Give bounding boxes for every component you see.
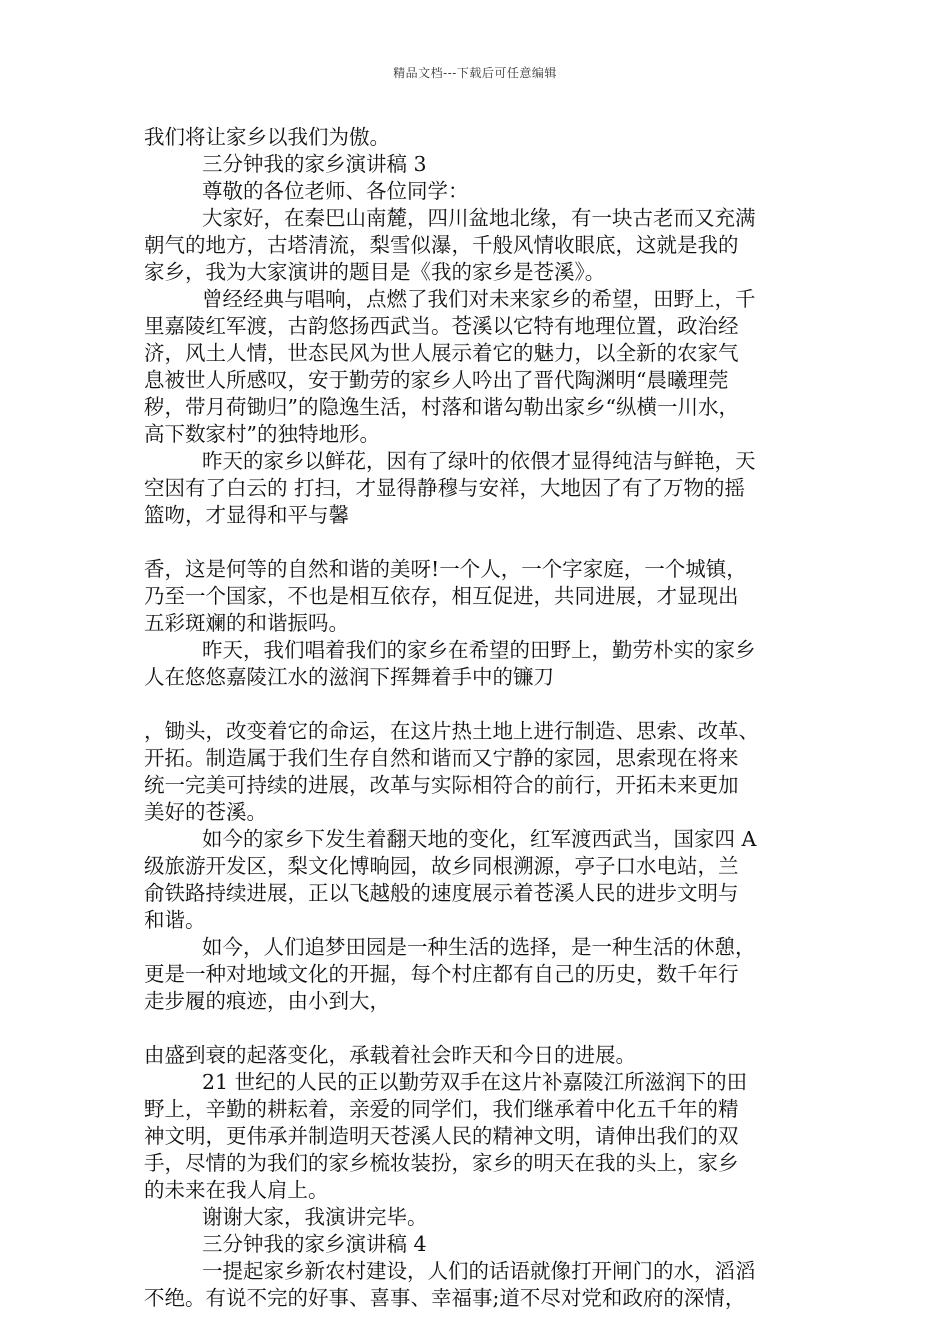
text-line: 昨天，我们唱着我们的家乡在希望的田野上，勤劳朴实的家乡: [202, 638, 756, 662]
text-line: 曾经经典与唱响，点燃了我们对未来家乡的希望，田野上，千: [202, 287, 756, 311]
section-title: 三分钟我的家乡演讲稿 4: [202, 1232, 427, 1256]
text-line: 统一完美可持续的进展，改革与实际相符合的前行，开拓未来更加: [144, 773, 739, 797]
text-line: 人在悠悠嘉陵江水的滋润下挥舞着手中的镰刀: [144, 665, 554, 689]
text-line: 济，风土人情，世态民风为世人展示着它的魅力，以全新的农家气: [144, 341, 739, 365]
text-line: 大家好，在秦巴山南麓，四川盆地北缘，有一块古老而又充满: [202, 206, 756, 230]
text-line: 篮吻，才显得和平与馨: [144, 503, 349, 527]
text-line: 由盛到衰的起落变化，承载着社会昨天和今日的进展。: [144, 1043, 636, 1067]
text-line: 的未来在我人肩上。: [144, 1178, 329, 1202]
text-line: 家乡，我为大家演讲的题目是《我的家乡是苍溪》。: [144, 260, 606, 284]
text-line: 手，尽情的为我们的家乡梳妆装扮，家乡的明天在我的头上，家乡: [144, 1151, 739, 1175]
text-line: 我们将让家乡以我们为傲。: [144, 125, 390, 149]
text-line: 秽，带月荷锄归”的隐逸生活，村落和谐勾勒出家乡“纵横一川水，: [144, 395, 739, 419]
text-line: 息被世人所感叹，安于勤劳的家乡人吟出了晋代陶渊明“晨曦理莞: [144, 368, 729, 392]
text-line: 朝气的地方，古塔清流，梨雪似瀑，千般风情收眼底，这就是我的: [144, 233, 739, 257]
text-line: 昨天的家乡以鲜花，因有了绿叶的依偎才显得纯洁与鲜艳，天: [202, 449, 756, 473]
closing-line: 谢谢大家，我演讲完毕。: [202, 1205, 428, 1229]
text-line: 走步履的痕迹，由小到大，: [144, 989, 390, 1013]
text-line: 空因有了白云的 打扫，才显得静穆与安祥，大地因了有了万物的摇: [144, 476, 746, 500]
text-line: 香，这是何等的自然和谐的美呀!一个人，一个字家庭，一个城镇，: [144, 557, 747, 581]
text-line: 如今的家乡下发生着翻天地的变化，红军渡西武当，国家四 A: [202, 827, 757, 851]
text-line: 乃至一个国家，不也是相互依存，相互促进，共同进展，才显现出: [144, 584, 739, 608]
page-header: 精品文档---下载后可任意编辑: [393, 66, 557, 80]
text-line: 美好的苍溪。: [144, 800, 267, 824]
text-line: 21 世纪的人民的正以勤劳双手在这片补嘉陵江所滋润下的田: [202, 1070, 748, 1094]
blank-line: [144, 529, 830, 556]
blank-line: [144, 1015, 830, 1042]
text-line: 神文明，更伟承并制造明天苍溪人民的精神文明，请伸出我们的双: [144, 1124, 739, 1148]
text-line: 一提起家乡新农村建设，人们的话语就像打开闸门的水，滔滔: [202, 1259, 756, 1283]
text-line: 高下数家村”的独特地形。: [144, 422, 380, 446]
text-line: 野上，辛勤的耕耘着，亲爱的同学们，我们继承着中化五千年的精: [144, 1097, 739, 1121]
text-line: 俞铁路持续进展，正以飞越般的速度展示着苍溪人民的进步文明与: [144, 881, 739, 905]
section-title: 三分钟我的家乡演讲稿 3: [202, 152, 427, 176]
salutation: 尊敬的各位老师、各位同学：: [202, 179, 469, 203]
text-line: 级旅游开发区，梨文化博晌园，故乡同根溯源，亭子口水电站，兰: [144, 854, 739, 878]
text-line: 开拓。制造属于我们生存自然和谐而又宁静的家园，思索现在将来: [144, 746, 739, 770]
blank-line: [144, 691, 830, 718]
document-body: [144, 124, 830, 1312]
text-line: 不绝。有说不完的好事、喜事、幸福事;道不尽对党和政府的深情，: [144, 1286, 746, 1310]
text-line: 里嘉陵红军渡，古韵悠扬西武当。苍溪以它特有地理位置，政治经: [144, 314, 739, 338]
text-line: ，锄头，改变着它的命运，在这片热土地上进行制造、思索、改革、: [144, 719, 759, 743]
text-line: 更是一种对地域文化的开掘，每个村庄都有自己的历史，数千年行: [144, 962, 739, 986]
text-line: 如今，人们追梦田园是一种生活的选择，是一种生活的休憩，: [202, 935, 756, 959]
text-line: 和谐。: [144, 908, 206, 932]
text-line: 五彩斑斓的和谐振吗。: [144, 611, 349, 635]
